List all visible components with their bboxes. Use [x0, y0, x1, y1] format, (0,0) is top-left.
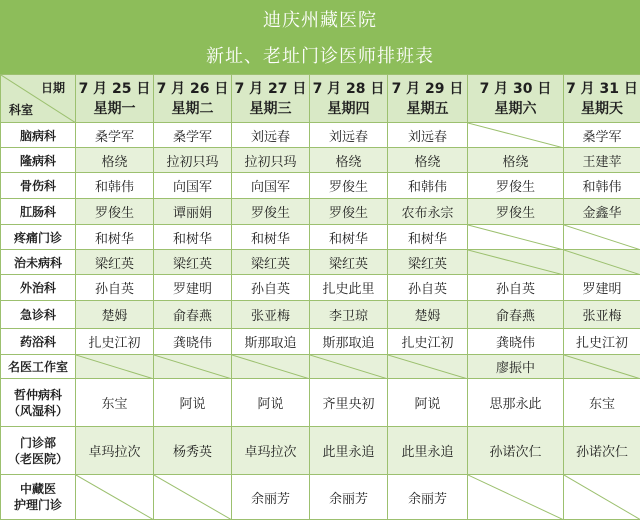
empty-diagonal — [310, 355, 388, 379]
doctor-cell: 梁红英 — [76, 250, 154, 275]
dept-name — [1, 427, 76, 475]
table-row — [1, 475, 640, 520]
header-row — [1, 75, 640, 123]
dept-name: 隆病科 — [1, 148, 76, 173]
doctor-cell: 和树华 — [310, 225, 388, 250]
doctor-cell: 龚晓伟 — [468, 329, 564, 355]
dept-name-line2: （风湿科） — [7, 403, 68, 418]
empty-diagonal — [564, 250, 640, 275]
header-col-5 — [388, 75, 468, 123]
doctor-cell: 和树华 — [76, 225, 154, 250]
doctor-cell: 齐里央初 — [310, 379, 388, 427]
doctor-cell: 斯那取追 — [232, 329, 310, 355]
empty-cell — [468, 250, 564, 275]
doctor-cell: 罗建明 — [564, 275, 640, 301]
empty-diagonal — [564, 475, 640, 520]
doctor-cell: 和韩伟 — [564, 173, 640, 199]
dept-name-line2: （老医院） — [7, 451, 68, 466]
doctor-cell: 和树华 — [388, 225, 468, 250]
doctor-cell: 金鑫华 — [564, 199, 640, 225]
empty-cell — [564, 475, 640, 520]
doctor-cell: 谭丽娟 — [154, 199, 232, 225]
doctor-cell: 桑学军 — [76, 123, 154, 148]
empty-cell — [564, 250, 640, 275]
empty-diagonal — [76, 475, 154, 520]
empty-cell — [468, 123, 564, 148]
doctor-cell: 罗俊生 — [468, 173, 564, 199]
doctor-cell: 刘远春 — [232, 123, 310, 148]
doctor-cell: 和韩伟 — [76, 173, 154, 199]
doctor-cell: 梁红英 — [154, 250, 232, 275]
doctor-cell: 俞春燕 — [468, 301, 564, 329]
doctor-cell: 孙自英 — [388, 275, 468, 301]
dept-name-line2: 护理门诊 — [13, 498, 62, 512]
dept-name-line1: 哲仲病科 — [13, 387, 62, 402]
dept-name: 疼痛门诊 — [1, 225, 76, 250]
weekday-label: 星期五 — [406, 100, 449, 117]
table-row — [1, 225, 640, 250]
weekday-label: 星期四 — [327, 100, 370, 117]
doctor-cell: 向国军 — [154, 173, 232, 199]
doctor-cell: 农布永宗 — [388, 199, 468, 225]
empty-diagonal — [468, 250, 564, 275]
doctor-cell: 俞春燕 — [154, 301, 232, 329]
table-row — [1, 275, 640, 301]
table-row — [1, 427, 640, 475]
doctor-cell: 格绕 — [76, 148, 154, 173]
schedule-title: 新址、老址门诊医师排班表 — [206, 46, 434, 67]
weekday-label: 星期一 — [93, 100, 136, 117]
dept-name: 脑病科 — [1, 123, 76, 148]
doctor-cell: 格绕 — [310, 148, 388, 173]
doctor-cell: 卓玛拉次 — [76, 427, 154, 475]
doctor-cell: 扎史江初 — [76, 329, 154, 355]
doctor-cell: 刘远春 — [388, 123, 468, 148]
dept-name — [1, 379, 76, 427]
date-label: 7 月 31 日 — [566, 80, 638, 97]
doctor-cell: 刘远春 — [310, 123, 388, 148]
header-col-2 — [154, 75, 232, 123]
dept-name: 外治科 — [1, 275, 76, 301]
doctor-cell: 孙自英 — [232, 275, 310, 301]
date-label: 7 月 29 日 — [391, 80, 464, 97]
doctor-cell: 余丽芳 — [232, 475, 310, 520]
date-label: 7 月 30 日 — [479, 80, 552, 97]
weekday-label: 星期天 — [581, 100, 623, 117]
header-col-6 — [468, 75, 564, 123]
dept-name — [1, 475, 76, 520]
empty-diagonal — [468, 225, 564, 250]
doctor-cell: 格绕 — [468, 148, 564, 173]
doctor-cell: 此里永追 — [310, 427, 388, 475]
dept-name-line1: 门诊部 — [19, 435, 56, 450]
empty-cell — [468, 475, 564, 520]
empty-cell — [76, 355, 154, 379]
doctor-cell: 孙诺次仁 — [468, 427, 564, 475]
dept-name-line1: 中藏医 — [19, 482, 56, 496]
empty-cell — [310, 355, 388, 379]
empty-cell — [232, 355, 310, 379]
header-col-4 — [310, 75, 388, 123]
title-band — [0, 0, 640, 74]
dept-name: 肛肠科 — [1, 199, 76, 225]
doctor-cell: 孙自英 — [76, 275, 154, 301]
empty-diagonal — [564, 355, 640, 379]
doctor-cell: 拉初只玛 — [154, 148, 232, 173]
empty-diagonal — [468, 123, 564, 148]
doctor-cell: 和树华 — [232, 225, 310, 250]
date-label: 7 月 25 日 — [78, 80, 151, 97]
doctor-cell: 梁红英 — [232, 250, 310, 275]
dept-name: 治未病科 — [1, 250, 76, 275]
empty-diagonal — [76, 355, 154, 379]
doctor-cell: 向国军 — [232, 173, 310, 199]
date-label: 7 月 28 日 — [312, 80, 385, 97]
doctor-cell: 李卫琼 — [310, 301, 388, 329]
table-row — [1, 250, 640, 275]
empty-cell — [564, 355, 640, 379]
empty-diagonal — [388, 355, 468, 379]
hospital-title: 迪庆州藏医院 — [263, 10, 377, 31]
doctor-cell: 斯那取追 — [310, 329, 388, 355]
schedule-table — [0, 74, 640, 520]
empty-diagonal — [564, 225, 640, 250]
date-label: 7 月 27 日 — [234, 80, 307, 97]
empty-cell — [388, 355, 468, 379]
table-row — [1, 199, 640, 225]
doctor-cell: 张亚梅 — [232, 301, 310, 329]
empty-diagonal — [154, 355, 232, 379]
doctor-cell: 余丽芳 — [310, 475, 388, 520]
empty-diagonal — [232, 355, 310, 379]
doctor-cell: 和韩伟 — [388, 173, 468, 199]
dept-name: 名医工作室 — [1, 355, 76, 379]
doctor-cell: 扎史此里 — [310, 275, 388, 301]
doctor-cell: 阿说 — [232, 379, 310, 427]
doctor-cell: 东宝 — [564, 379, 640, 427]
empty-cell — [468, 225, 564, 250]
doctor-cell: 桑学军 — [564, 123, 640, 148]
table-row — [1, 329, 640, 355]
table-row — [1, 379, 640, 427]
doctor-cell: 王建苹 — [564, 148, 640, 173]
doctor-cell: 罗建明 — [154, 275, 232, 301]
date-label: 7 月 26 日 — [156, 80, 229, 97]
dept-name: 急诊科 — [1, 301, 76, 329]
doctor-cell: 思那永此 — [468, 379, 564, 427]
corner-cell — [1, 75, 76, 123]
doctor-cell: 阿说 — [388, 379, 468, 427]
doctor-cell: 余丽芳 — [388, 475, 468, 520]
header-col-7 — [564, 75, 640, 123]
doctor-cell: 卓玛拉次 — [232, 427, 310, 475]
doctor-cell: 廖振中 — [468, 355, 564, 379]
table-row — [1, 355, 640, 379]
doctor-cell: 扎史江初 — [388, 329, 468, 355]
dept-name: 药浴科 — [1, 329, 76, 355]
doctor-cell: 阿说 — [154, 379, 232, 427]
doctor-cell: 罗俊生 — [76, 199, 154, 225]
doctor-cell: 楚姆 — [76, 301, 154, 329]
dept-name: 骨伤科 — [1, 173, 76, 199]
doctor-cell: 罗俊生 — [468, 199, 564, 225]
weekday-label: 星期三 — [249, 100, 292, 117]
empty-cell — [564, 225, 640, 250]
doctor-cell: 东宝 — [76, 379, 154, 427]
doctor-cell: 格绕 — [388, 148, 468, 173]
doctor-cell: 拉初只玛 — [232, 148, 310, 173]
doctor-cell: 楚姆 — [388, 301, 468, 329]
doctor-cell: 孙自英 — [468, 275, 564, 301]
doctor-cell: 张亚梅 — [564, 301, 640, 329]
empty-diagonal — [468, 475, 564, 520]
doctor-cell: 罗俊生 — [232, 199, 310, 225]
table-row — [1, 123, 640, 148]
doctor-cell: 罗俊生 — [310, 173, 388, 199]
empty-cell — [154, 355, 232, 379]
header-col-1 — [76, 75, 154, 123]
doctor-cell: 梁红英 — [310, 250, 388, 275]
table-row — [1, 148, 640, 173]
empty-diagonal — [154, 475, 232, 520]
empty-cell — [154, 475, 232, 520]
corner-dept-label: 科室 — [9, 103, 34, 117]
doctor-cell: 此里永追 — [388, 427, 468, 475]
doctor-cell: 罗俊生 — [310, 199, 388, 225]
header-col-3 — [232, 75, 310, 123]
doctor-cell: 桑学军 — [154, 123, 232, 148]
weekday-label: 星期六 — [494, 100, 537, 117]
empty-cell — [76, 475, 154, 520]
table-row — [1, 301, 640, 329]
doctor-cell: 孙诺次仁 — [564, 427, 640, 475]
corner-date-label: 日期 — [40, 81, 65, 95]
weekday-label: 星期二 — [171, 100, 214, 117]
doctor-cell: 扎史江初 — [564, 329, 640, 355]
table-row — [1, 173, 640, 199]
doctor-cell: 龚晓伟 — [154, 329, 232, 355]
doctor-cell: 梁红英 — [388, 250, 468, 275]
doctor-cell: 和树华 — [154, 225, 232, 250]
doctor-cell: 杨秀英 — [154, 427, 232, 475]
